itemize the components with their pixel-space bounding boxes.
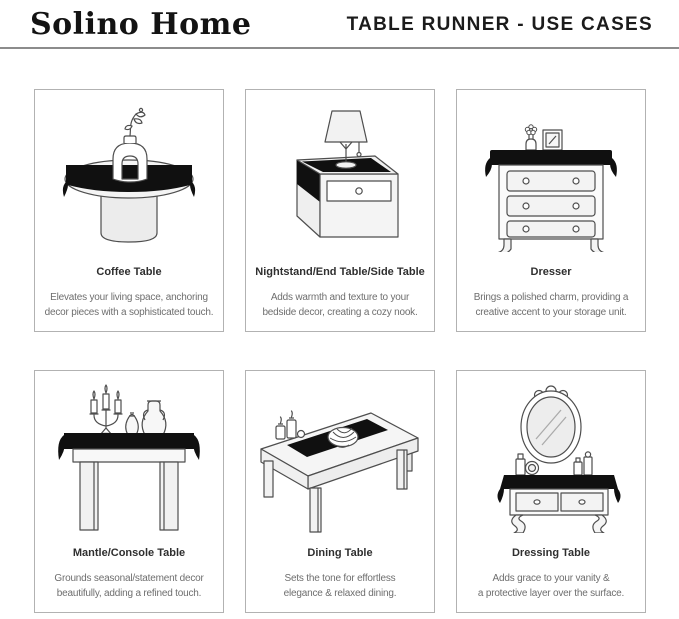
nightstand-illustration: [255, 102, 425, 252]
card-title: Coffee Table: [96, 266, 162, 278]
description-line: a protective layer over the surface.: [477, 588, 625, 599]
card-title: Dresser: [530, 266, 572, 278]
use-cases-grid: [0, 49, 679, 613]
description-line: elegance & relaxed dining.: [283, 588, 397, 599]
mantle-console-table-illustration: [44, 383, 214, 533]
header: [0, 0, 679, 49]
card-description: [45, 290, 214, 320]
card-title: Nightstand/End Table/Side Table: [255, 266, 425, 278]
description-line: Brings a polished charm, providing a: [473, 292, 629, 303]
description-line: Adds warmth and texture to your: [270, 292, 410, 303]
card-title: Dining Table: [307, 547, 373, 559]
use-case-card-nightstand: [245, 89, 435, 332]
card-description: [478, 571, 624, 601]
description-line: beautifully, adding a refined touch.: [56, 588, 202, 599]
description-line: Sets the tone for effortless: [284, 573, 396, 584]
dresser-illustration: [466, 102, 636, 252]
card-title: Dressing Table: [511, 547, 591, 559]
description-line: Adds grace to your vanity &: [492, 573, 610, 584]
use-case-card-dressing-table: [456, 370, 646, 613]
description-line: bedside decor, creating a cozy nook.: [262, 307, 418, 318]
brand-logo: Solino Home: [30, 6, 252, 42]
use-case-card-dresser: [456, 89, 646, 332]
description-line: decor pieces with a sophisticated touch.: [44, 307, 214, 318]
card-description: [262, 290, 417, 320]
card-description: [474, 290, 629, 320]
description-line: Elevates your living space, anchoring: [50, 292, 208, 303]
dressing-table-illustration: [466, 383, 636, 533]
use-case-card-dining-table: [245, 370, 435, 613]
card-description: [284, 571, 397, 601]
card-description: [54, 571, 203, 601]
use-case-card-coffee-table: [34, 89, 224, 332]
description-line: Grounds seasonal/statement decor: [54, 573, 204, 584]
card-title: Mantle/Console Table: [72, 547, 186, 559]
description-line: creative accent to your storage unit.: [475, 307, 627, 318]
coffee-table-illustration: [44, 102, 214, 252]
use-case-card-mantle-console-table: [34, 370, 224, 613]
dining-table-illustration: [255, 383, 425, 533]
infographic-title: TABLE RUNNER - USE CASES: [346, 13, 653, 35]
